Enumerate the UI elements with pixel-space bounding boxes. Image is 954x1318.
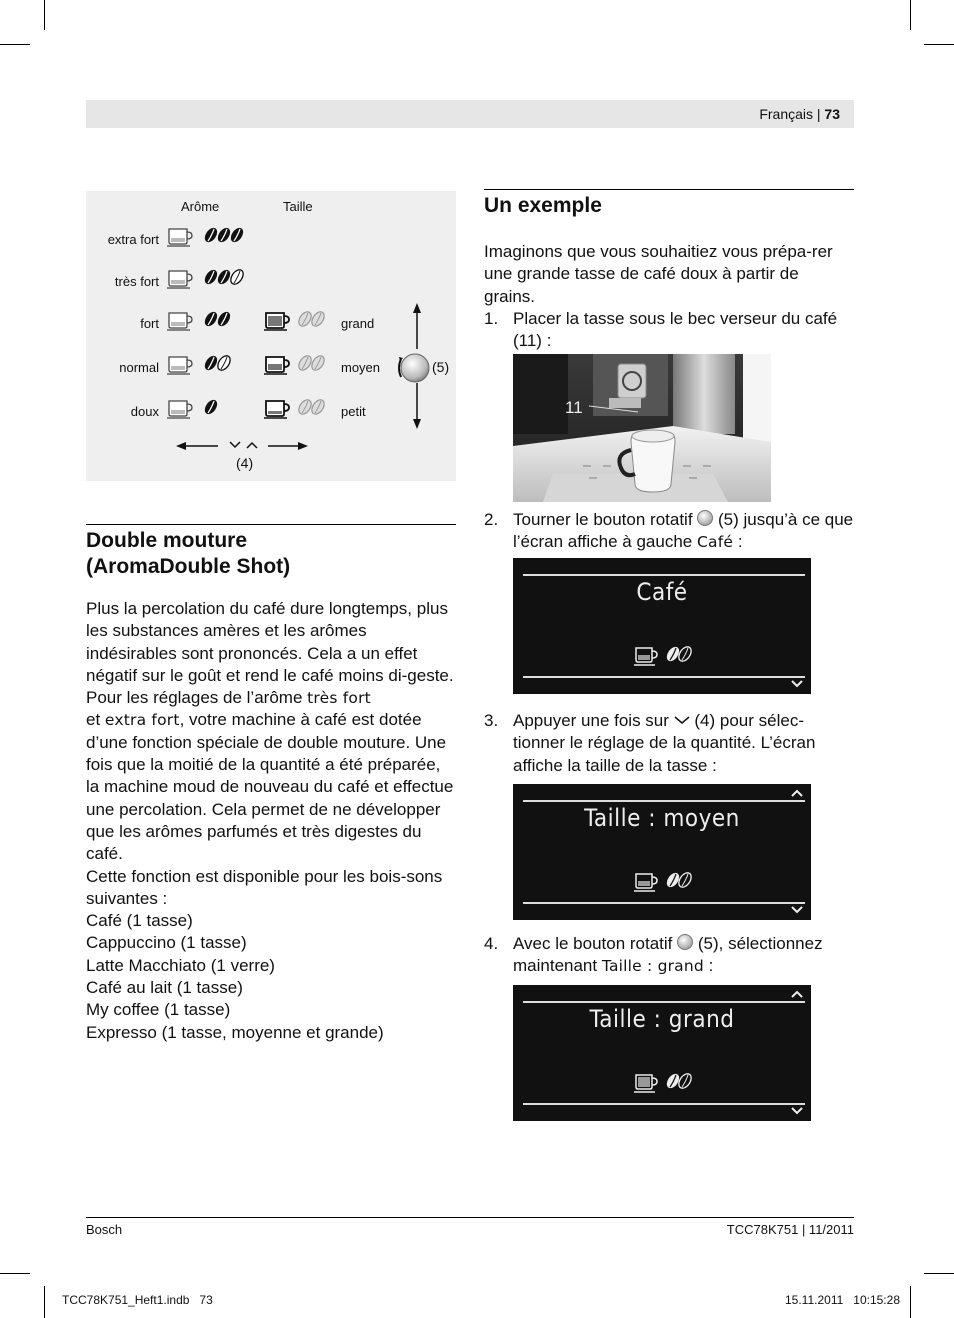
- callout-11: 11: [565, 398, 583, 417]
- drink-item: Expresso (1 tasse, moyenne et grande): [86, 1022, 384, 1042]
- aroma-label-doux: doux: [130, 404, 159, 419]
- drink-item: Latte Macchiato (1 verre): [86, 955, 275, 975]
- drink-item: Café (1 tasse): [86, 911, 193, 931]
- ui-text-extra-fort: extra fort: [104, 711, 180, 730]
- machine-photo: [513, 354, 771, 502]
- chevron-up-icon: [791, 788, 803, 798]
- chevron-down-icon: [674, 715, 690, 725]
- beans-icon: [202, 310, 232, 329]
- section-heading-un-exemple: Un exemple: [484, 194, 602, 217]
- display-screen-taille-grand: [513, 985, 811, 1121]
- section-heading-double-mouture: Double mouture (AromaDouble Shot): [86, 529, 291, 578]
- cup-beans-icon: [633, 868, 695, 894]
- beans-icon: [202, 226, 245, 245]
- display-screen-cafe: [513, 558, 811, 694]
- intro-paragraph: Imaginons que vous souhaitiez vous prépa-rer une grande tasse de café doux à partir de grains.: [484, 242, 833, 306]
- beans-icon: [202, 354, 232, 373]
- paragraph: Cette fonction est disponible pour les bois-sons suivantes :: [86, 866, 443, 908]
- aroma-label-fort: fort: [140, 316, 159, 331]
- slug-file: TCC78K751_Heft1.indb 73: [62, 1293, 213, 1307]
- horizontal-arrow-icon: [174, 436, 314, 456]
- page-number: 73: [824, 106, 840, 122]
- size-label-grand: grand: [341, 316, 375, 331]
- column-label-arome: Arôme: [181, 199, 220, 214]
- beans-icon: [296, 354, 326, 373]
- step-3: 3. Appuyer une fois sur (4) pour sélec-tionner le réglage de la quantité. L’écran affiche la taille de la tasse :: [484, 711, 816, 775]
- section-rule: [86, 524, 456, 525]
- aroma-icons: [166, 225, 256, 425]
- rotary-knob-icon: [677, 934, 693, 950]
- label-5: (5): [432, 359, 450, 375]
- cup-icon: [167, 271, 192, 288]
- footer-rule: [86, 1217, 854, 1218]
- drink-item: Cappuccino (1 tasse): [86, 933, 247, 953]
- page-header: [86, 100, 854, 128]
- chevron-down-icon: [791, 679, 803, 689]
- size-icons: [263, 309, 343, 429]
- ui-text-tres-fort: très fort: [307, 689, 371, 708]
- aroma-label-extra-fort: extra fort: [107, 232, 159, 247]
- section-rule: [484, 189, 854, 190]
- cup-icon: [167, 229, 192, 246]
- display-text: Taille : grand: [589, 1005, 735, 1033]
- display-screen-taille-moyen: [513, 784, 811, 920]
- cup-beans-icon: [633, 1069, 695, 1095]
- cup-icon: [167, 401, 192, 418]
- chevron-down-icon: [791, 905, 803, 915]
- aroma-label-tres-fort: très fort: [114, 274, 159, 289]
- drink-item: My coffee (1 tasse): [86, 1000, 231, 1020]
- drink-item: Café au lait (1 tasse): [86, 978, 243, 998]
- paragraph: Plus la percolation du café dure longtemps, plus les substances amères et les arômes indésirables sont prononcés. Cela a un effet négatif sur le goût et rend le café moins di-geste. Pour les réglages de l’arôme très fort et extra fort, votre machine à café est dotée d’une fonction spéciale de double mouture. Une fois que la moitié de la quantité a été préparée, la machine moud de nouveau du café et effectue une percolation. Cela permet de ne développer que les arômes parfumés et très digestes du café.: [86, 599, 454, 864]
- rotary-knob-icon: [697, 510, 713, 526]
- display-text: Café: [636, 578, 688, 606]
- cup-beans-icon: [633, 642, 695, 668]
- cup-icon: [264, 313, 289, 330]
- chevron-up-icon: [791, 989, 803, 999]
- display-text: Taille : moyen: [584, 804, 740, 832]
- cup-icon: [264, 357, 289, 374]
- footer-brand: Bosch: [86, 1222, 123, 1237]
- section-body-left: [86, 598, 458, 1044]
- beans-icon: [296, 398, 326, 417]
- step-4: 4. Avec le bouton rotatif (5), sélectionnez maintenant Taille : grand :: [484, 934, 823, 976]
- chevron-down-icon: [791, 1106, 803, 1116]
- rotary-knob-icon: [395, 350, 435, 386]
- beans-icon: [202, 268, 245, 287]
- aroma-label-normal: normal: [119, 360, 159, 375]
- beans-icon: [296, 310, 326, 329]
- column-label-taille: Taille: [283, 199, 313, 214]
- cup-icon: [167, 313, 192, 330]
- ui-text-cafe: Café: [696, 533, 734, 552]
- label-4: (4): [236, 455, 254, 471]
- settings-diagram: [86, 191, 456, 481]
- step-1: 1. Placer la tasse sous le bec verseur du café (11) :: [484, 309, 838, 351]
- cup-icon: [167, 357, 192, 374]
- cup-icon: [264, 401, 289, 418]
- beans-icon: [202, 398, 219, 417]
- header-separator: |: [816, 106, 821, 122]
- ui-text-taille-grand: Taille : grand: [601, 957, 704, 976]
- footer-model: TCC78K751 | 11/2011: [726, 1222, 854, 1237]
- size-label-moyen: moyen: [341, 360, 381, 375]
- size-label-petit: petit: [341, 404, 366, 419]
- slug-timestamp: 15.11.2011 10:15:28: [785, 1293, 900, 1307]
- header-language: Français: [759, 106, 813, 122]
- step-2: 2. Tourner le bouton rotatif (5) jusqu’à ce que l’écran affiche à gauche Café :: [484, 510, 854, 552]
